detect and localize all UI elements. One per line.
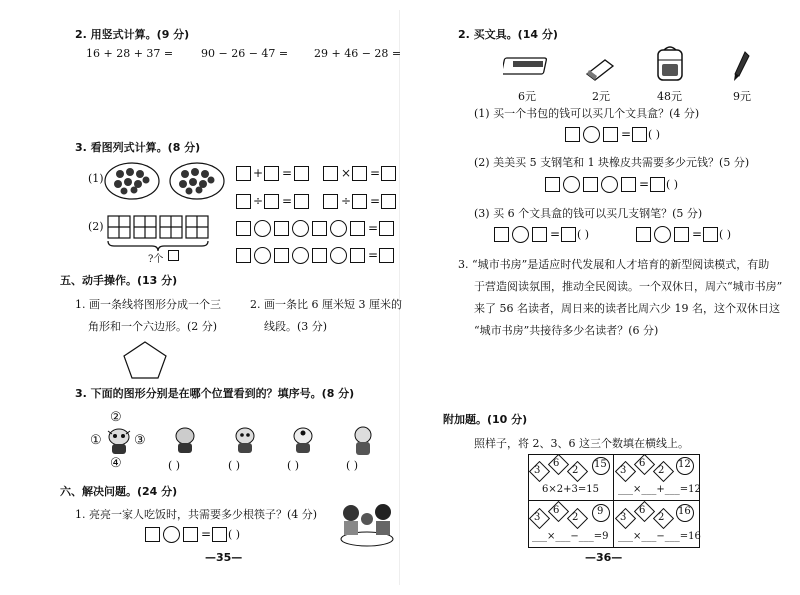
answer-circle[interactable] xyxy=(292,247,309,264)
answer-box[interactable] xyxy=(312,221,327,236)
eraser-icon xyxy=(583,56,617,82)
left-q2-expr-2: 90 − 26 − 47 = xyxy=(201,47,289,60)
answer-box[interactable] xyxy=(632,127,647,142)
answer-box[interactable] xyxy=(168,250,179,261)
answer-box[interactable] xyxy=(236,221,251,236)
right-q2-title: 2. 买文具。(14 分) xyxy=(458,28,558,41)
answer-box[interactable] xyxy=(352,166,367,181)
answer-circle[interactable] xyxy=(583,126,600,143)
s5-q2-line1: 2. 画一条比 6 厘米短 3 厘米的 xyxy=(250,298,402,311)
sub1-answer-paren[interactable]: ( ) xyxy=(648,128,661,141)
answer-box[interactable] xyxy=(561,227,576,242)
price-backpack: 48元 xyxy=(657,90,682,103)
answer-box[interactable] xyxy=(603,127,618,142)
answer-box[interactable] xyxy=(264,166,279,181)
bonus-eq-input[interactable]: ___×___−___=16 xyxy=(618,531,701,542)
answer-circle[interactable] xyxy=(512,226,529,243)
answer-box[interactable] xyxy=(379,221,394,236)
answer-circle[interactable] xyxy=(163,526,180,543)
backpack-icon xyxy=(653,44,687,84)
answer-box[interactable] xyxy=(312,248,327,263)
section-6-title: 六、解决问题。(24 分) xyxy=(60,485,178,498)
bonus-description: 照样子，将 2、3、6 这三个数填在横线上。 xyxy=(474,437,689,450)
cow-view-2-image xyxy=(232,425,258,457)
answer-box[interactable] xyxy=(381,166,396,181)
bonus-title: 附加题。(10 分) xyxy=(443,413,528,426)
pencil-case-icon xyxy=(503,52,553,82)
q3-line-3: 来了 56 名读者，周日来的读者比周六少 19 名，这个双休日这 xyxy=(474,302,780,315)
answer-box[interactable] xyxy=(650,177,665,192)
s5-q1-line1: 1. 画一条线将图形分成一个三 xyxy=(75,298,221,311)
fruit-plates-image xyxy=(102,160,232,202)
answer-box[interactable] xyxy=(323,194,338,209)
page-number-right: —36— xyxy=(585,551,623,564)
left-q2-expr-1: 16 + 28 + 37 = xyxy=(86,47,174,60)
cow-view-3-image xyxy=(290,425,316,457)
answer-box[interactable] xyxy=(703,227,718,242)
answer-box[interactable] xyxy=(379,248,394,263)
sub3-answer-paren-a[interactable]: ( ) xyxy=(577,228,590,241)
sub-question-3: (3) 买 6 个文具盒的钱可以买几支钢笔？(5 分) xyxy=(474,207,703,220)
answer-box[interactable] xyxy=(350,248,365,263)
answer-box[interactable] xyxy=(352,194,367,209)
price-pen: 9元 xyxy=(733,90,751,103)
s5-q1-line2: 角形和一个六边形。(2 分) xyxy=(88,320,218,333)
cow-view-1-image xyxy=(172,425,198,457)
sub-question-2: (2) 美美买 5 支钢笔和 1 块橡皮共需要多少元钱？(5 分) xyxy=(474,156,750,169)
answer-box[interactable] xyxy=(212,527,227,542)
bonus-eq-input[interactable]: ___×___+___=12 xyxy=(618,484,701,495)
answer-circle[interactable] xyxy=(254,247,271,264)
page-number-left: —35— xyxy=(205,551,243,564)
bonus-example-eq: 6×2+3=15 xyxy=(542,484,599,495)
answer-box[interactable] xyxy=(532,227,547,242)
answer-paren-2[interactable]: ( ) xyxy=(228,459,241,472)
answer-box[interactable] xyxy=(294,194,309,209)
left-q3-label-2: (2) xyxy=(88,220,104,233)
s5-q2-line2: 线段。(3 分) xyxy=(264,320,328,333)
q3-line-1: 3. “城市书房”是适应时代发展和人才培育的新型阅读模式，有助 xyxy=(458,258,770,271)
price-eraser: 2元 xyxy=(592,90,610,103)
left-q3-title: 3. 看图列式计算。(8 分) xyxy=(75,141,201,154)
cow-main-image xyxy=(104,425,134,457)
fountain-pen-icon xyxy=(731,50,751,84)
answer-box[interactable] xyxy=(323,166,338,181)
bonus-eq-input[interactable]: ___×___−___=9 xyxy=(532,531,609,542)
answer-circle[interactable] xyxy=(563,176,580,193)
pos-right-label: ③ xyxy=(134,433,146,448)
answer-box[interactable] xyxy=(236,248,251,263)
answer-circle[interactable] xyxy=(654,226,671,243)
section-5-title: 五、动手操作。(13 分) xyxy=(60,274,178,287)
answer-box[interactable] xyxy=(294,166,309,181)
pos-bottom-label: ④ xyxy=(110,456,122,471)
bonus-cell-3: 3 6 2 9 ___×___−___=9 xyxy=(528,501,613,547)
bonus-cell-2: 3 6 2 12 ___×___+___=12 xyxy=(614,454,699,500)
answer-box[interactable] xyxy=(565,127,580,142)
answer-box[interactable] xyxy=(621,177,636,192)
sub-question-1: (1) 买一个书包的钱可以买几个文具盒？(4 分) xyxy=(474,107,700,120)
answer-box[interactable] xyxy=(183,527,198,542)
pos-left-label: ① xyxy=(90,433,102,448)
s6-q1: 1. 亮亮一家人吃饭时，共需要多少根筷子？(4 分) xyxy=(75,508,318,521)
answer-box[interactable] xyxy=(350,221,365,236)
answer-box[interactable] xyxy=(145,527,160,542)
sub2-answer-paren[interactable]: ( ) xyxy=(666,178,679,191)
answer-circle[interactable] xyxy=(330,220,347,237)
answer-box[interactable] xyxy=(545,177,560,192)
s6-answer-paren[interactable]: ( ) xyxy=(228,528,241,541)
answer-circle[interactable] xyxy=(292,220,309,237)
left-q2-expr-3: 29 + 46 − 28 = xyxy=(314,47,402,60)
sub3-answer-paren-b[interactable]: ( ) xyxy=(719,228,732,241)
answer-paren-1[interactable]: ( ) xyxy=(168,459,181,472)
answer-circle[interactable] xyxy=(254,220,271,237)
answer-box[interactable] xyxy=(236,166,251,181)
q3-line-2: 于营造阅读氛围，推动全民阅读。一个双休日，周六“城市书房” xyxy=(474,280,783,293)
bonus-cell-4: 3 6 2 16 ___×___−___=16 xyxy=(614,501,699,547)
answer-box[interactable] xyxy=(274,248,289,263)
answer-box[interactable] xyxy=(236,194,251,209)
brace-label: ?个 xyxy=(148,254,164,265)
price-pencil-case: 6元 xyxy=(518,90,536,103)
answer-box[interactable] xyxy=(264,194,279,209)
answer-box[interactable] xyxy=(274,221,289,236)
left-q2-title: 2. 用竖式计算。(9 分) xyxy=(75,28,190,41)
answer-box[interactable] xyxy=(583,177,598,192)
answer-box[interactable] xyxy=(381,194,396,209)
q3-line-4: “城市书房”共接待多少名读者？(6 分) xyxy=(474,324,659,337)
answer-paren-3[interactable]: ( ) xyxy=(287,459,300,472)
pentagon-shape[interactable] xyxy=(122,340,168,380)
answer-box[interactable] xyxy=(636,227,651,242)
answer-box[interactable] xyxy=(674,227,689,242)
s5-q3-title: 3. 下面的图形分别是在哪个位置看到的？填序号。(8 分) xyxy=(75,387,355,400)
left-q3-label-1: (1) xyxy=(88,172,104,185)
answer-circle[interactable] xyxy=(330,247,347,264)
bonus-cell-1: 3 6 2 15 6×2+3=15 xyxy=(528,454,613,500)
answer-circle[interactable] xyxy=(601,176,618,193)
pos-top-label: ② xyxy=(110,410,122,425)
answer-paren-4[interactable]: ( ) xyxy=(346,459,359,472)
answer-box[interactable] xyxy=(494,227,509,242)
family-dinner-image xyxy=(336,499,396,549)
cow-view-4-image xyxy=(350,425,376,459)
